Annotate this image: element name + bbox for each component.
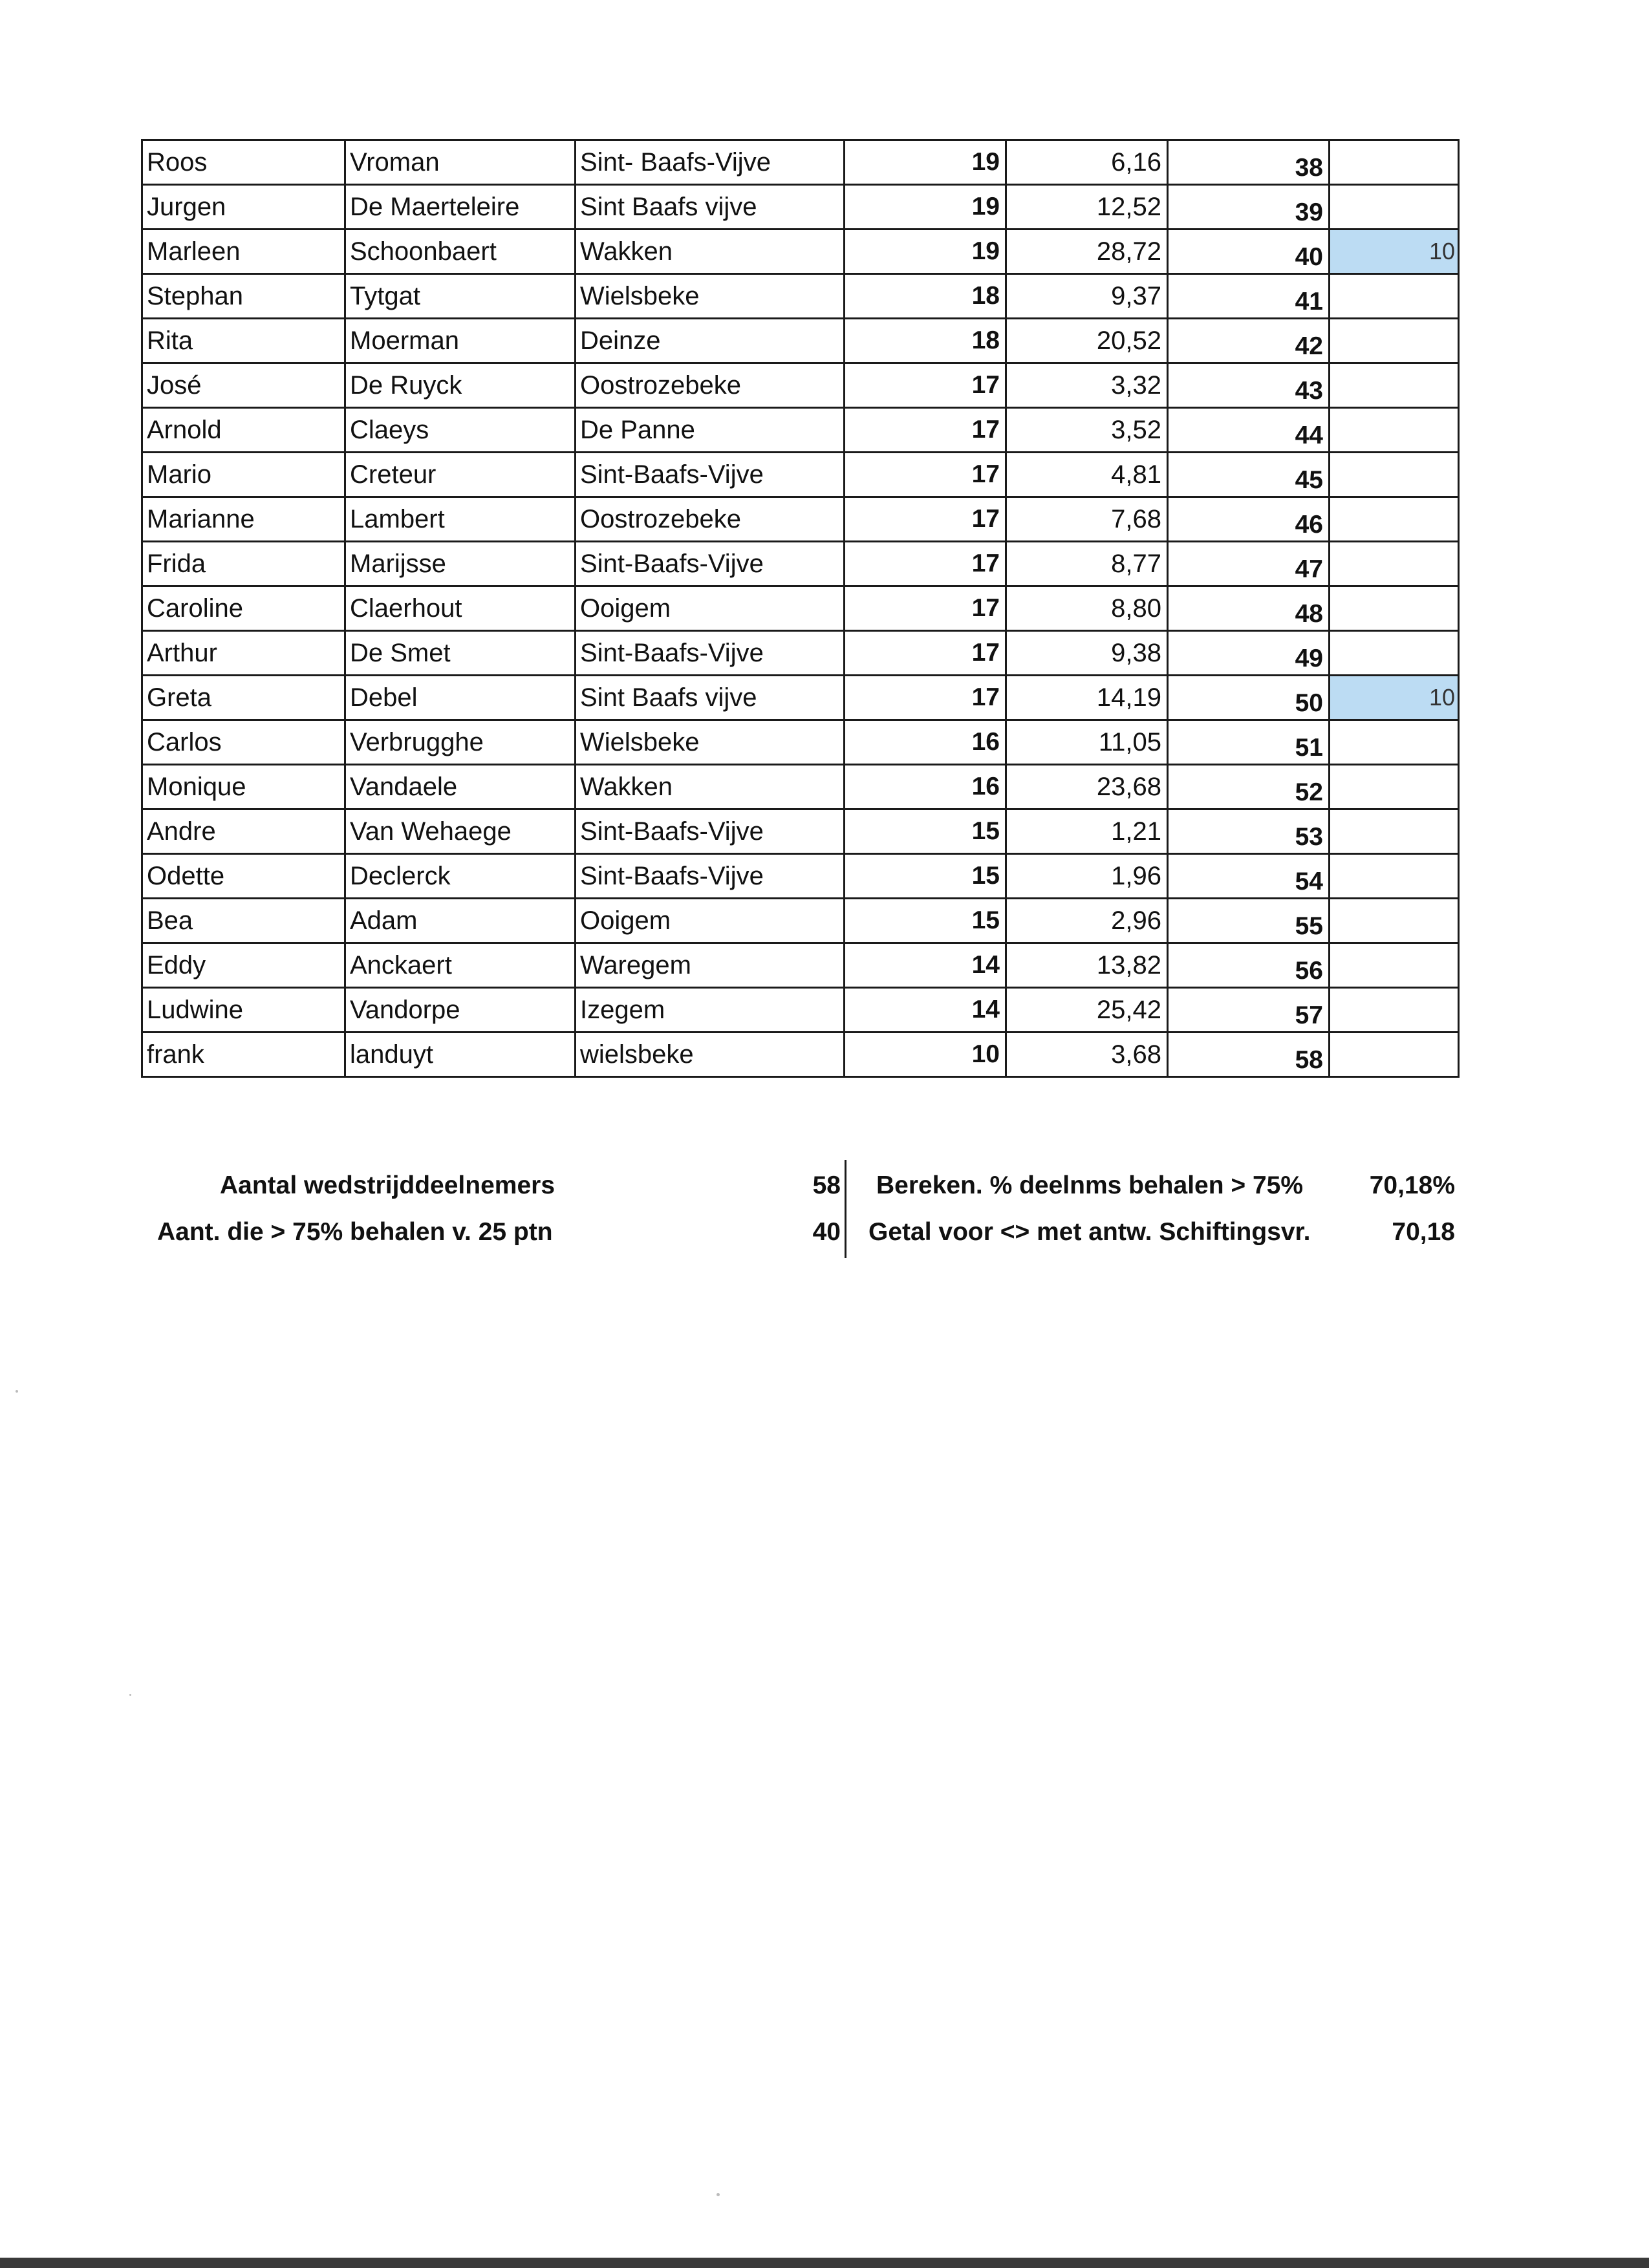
last-name-cell: Moerman [345,319,576,363]
last-name-cell: Claerhout [345,586,576,631]
rank-cell: 41 [1168,274,1330,319]
difference-cell: 1,96 [1006,854,1168,899]
table-row [142,453,1459,497]
bonus-cell [1330,1032,1459,1077]
bonus-cell [1330,408,1459,453]
first-name-cell: Roos [142,140,345,185]
last-name-cell: Vandorpe [345,988,576,1032]
score-cell: 19 [845,140,1006,185]
town-cell: Sint-Baafs-Vijve [576,542,845,586]
last-name-cell: Anckaert [345,943,576,988]
first-name-cell: Arnold [142,408,345,453]
bonus-cell [1330,363,1459,408]
bonus-cell [1330,988,1459,1032]
difference-cell: 3,32 [1006,363,1168,408]
table-row [142,899,1459,943]
above75-value: 40 [812,1218,841,1246]
scan-speck [16,1390,18,1393]
score-cell: 15 [845,854,1006,899]
town-cell: Sint-Baafs-Vijve [576,631,845,676]
score-cell: 17 [845,363,1006,408]
bonus-cell [1330,542,1459,586]
bonus-cell [1330,765,1459,809]
first-name-cell: Marianne [142,497,345,542]
last-name-cell: De Maerteleire [345,185,576,230]
town-cell: Sint-Baafs-Vijve [576,809,845,854]
rank-cell: 53 [1168,809,1330,854]
town-cell: Sint Baafs vijve [576,185,845,230]
score-cell: 18 [845,274,1006,319]
bonus-cell [1330,274,1459,319]
rank-cell: 56 [1168,943,1330,988]
table-row [142,586,1459,631]
rank-cell: 50 [1168,676,1330,720]
bonus-cell [1330,720,1459,765]
difference-cell: 3,68 [1006,1032,1168,1077]
bonus-cell [1330,631,1459,676]
town-cell: Deinze [576,319,845,363]
last-name-cell: De Ruyck [345,363,576,408]
town-cell: wielsbeke [576,1032,845,1077]
last-name-cell: Schoonbaert [345,230,576,274]
table-row [142,631,1459,676]
score-cell: 19 [845,185,1006,230]
rank-cell: 40 [1168,230,1330,274]
town-cell: Oostrozebeke [576,363,845,408]
difference-cell: 12,52 [1006,185,1168,230]
score-cell: 17 [845,497,1006,542]
town-cell: Oostrozebeke [576,497,845,542]
score-cell: 17 [845,453,1006,497]
difference-cell: 23,68 [1006,765,1168,809]
results-table [141,139,1460,1078]
table-row [142,408,1459,453]
rank-cell: 52 [1168,765,1330,809]
bonus-cell: 10 [1330,230,1459,274]
rank-cell: 51 [1168,720,1330,765]
difference-cell: 1,21 [1006,809,1168,854]
score-cell: 17 [845,631,1006,676]
last-name-cell: Creteur [345,453,576,497]
scan-speck [129,1694,131,1696]
score-cell: 15 [845,899,1006,943]
table-row [142,140,1459,185]
score-cell: 10 [845,1032,1006,1077]
rank-cell: 55 [1168,899,1330,943]
score-cell: 16 [845,720,1006,765]
first-name-cell: Marleen [142,230,345,274]
tiebreak-label: Getal voor <> met antw. Schiftingsvr. [868,1218,1311,1246]
score-cell: 19 [845,230,1006,274]
rank-cell: 49 [1168,631,1330,676]
difference-cell: 11,05 [1006,720,1168,765]
scan-bottom-edge [0,2258,1649,2268]
participants-value: 58 [812,1171,841,1199]
table-row [142,720,1459,765]
score-cell: 17 [845,408,1006,453]
first-name-cell: Odette [142,854,345,899]
bonus-cell [1330,140,1459,185]
table-row [142,542,1459,586]
town-cell: Wielsbeke [576,720,845,765]
last-name-cell: landuyt [345,1032,576,1077]
bonus-cell [1330,319,1459,363]
rank-cell: 54 [1168,854,1330,899]
town-cell: Ooigem [576,899,845,943]
percent-label: Bereken. % deelnms behalen > 75% [876,1171,1304,1199]
table-row [142,363,1459,408]
difference-cell: 2,96 [1006,899,1168,943]
town-cell: Sint-Baafs-Vijve [576,453,845,497]
table-row [142,676,1459,720]
rank-cell: 58 [1168,1032,1330,1077]
bonus-cell [1330,809,1459,854]
table-row [142,1032,1459,1077]
rank-cell: 44 [1168,408,1330,453]
difference-cell: 9,38 [1006,631,1168,676]
rank-cell: 45 [1168,453,1330,497]
town-cell: Sint Baafs vijve [576,676,845,720]
summary-divider [845,1160,846,1258]
difference-cell: 25,42 [1006,988,1168,1032]
rank-cell: 57 [1168,988,1330,1032]
bonus-cell: 10 [1330,676,1459,720]
first-name-cell: Greta [142,676,345,720]
first-name-cell: Arthur [142,631,345,676]
table-row [142,943,1459,988]
town-cell: Sint- Baafs-Vijve [576,140,845,185]
first-name-cell: Mario [142,453,345,497]
last-name-cell: Vandaele [345,765,576,809]
bonus-cell [1330,453,1459,497]
last-name-cell: Lambert [345,497,576,542]
difference-cell: 6,16 [1006,140,1168,185]
first-name-cell: frank [142,1032,345,1077]
last-name-cell: Van Wehaege [345,809,576,854]
town-cell: Sint-Baafs-Vijve [576,854,845,899]
table-row [142,497,1459,542]
first-name-cell: Eddy [142,943,345,988]
rank-cell: 43 [1168,363,1330,408]
score-cell: 17 [845,586,1006,631]
last-name-cell: Debel [345,676,576,720]
first-name-cell: Monique [142,765,345,809]
table-row [142,854,1459,899]
last-name-cell: Vroman [345,140,576,185]
difference-cell: 28,72 [1006,230,1168,274]
difference-cell: 8,80 [1006,586,1168,631]
score-cell: 17 [845,676,1006,720]
first-name-cell: Andre [142,809,345,854]
table-row [142,185,1459,230]
last-name-cell: De Smet [345,631,576,676]
first-name-cell: Caroline [142,586,345,631]
score-cell: 16 [845,765,1006,809]
table-row [142,274,1459,319]
last-name-cell: Tytgat [345,274,576,319]
town-cell: Wakken [576,765,845,809]
table-row [142,319,1459,363]
score-cell: 17 [845,542,1006,586]
first-name-cell: Stephan [142,274,345,319]
town-cell: Ooigem [576,586,845,631]
last-name-cell: Claeys [345,408,576,453]
bonus-cell [1330,854,1459,899]
scan-speck [717,2193,720,2196]
table-row [142,809,1459,854]
bonus-cell [1330,899,1459,943]
difference-cell: 14,19 [1006,676,1168,720]
first-name-cell: Rita [142,319,345,363]
score-cell: 15 [845,809,1006,854]
last-name-cell: Adam [345,899,576,943]
town-cell: Wielsbeke [576,274,845,319]
percent-value: 70,18% [1369,1171,1455,1199]
table-row [142,765,1459,809]
results-table-body [142,140,1459,1077]
table-row [142,230,1459,274]
difference-cell: 13,82 [1006,943,1168,988]
first-name-cell: Jurgen [142,185,345,230]
difference-cell: 4,81 [1006,453,1168,497]
difference-cell: 20,52 [1006,319,1168,363]
last-name-cell: Marijsse [345,542,576,586]
score-cell: 18 [845,319,1006,363]
difference-cell: 3,52 [1006,408,1168,453]
difference-cell: 9,37 [1006,274,1168,319]
first-name-cell: José [142,363,345,408]
participants-label: Aantal wedstrijddeelnemers [220,1171,555,1199]
bonus-cell [1330,943,1459,988]
last-name-cell: Verbrugghe [345,720,576,765]
town-cell: Waregem [576,943,845,988]
rank-cell: 42 [1168,319,1330,363]
first-name-cell: Carlos [142,720,345,765]
rank-cell: 48 [1168,586,1330,631]
bonus-cell [1330,497,1459,542]
first-name-cell: Frida [142,542,345,586]
tiebreak-value: 70,18 [1392,1218,1455,1246]
first-name-cell: Ludwine [142,988,345,1032]
rank-cell: 39 [1168,185,1330,230]
town-cell: De Panne [576,408,845,453]
last-name-cell: Declerck [345,854,576,899]
town-cell: Wakken [576,230,845,274]
difference-cell: 7,68 [1006,497,1168,542]
rank-cell: 47 [1168,542,1330,586]
bonus-cell [1330,185,1459,230]
score-cell: 14 [845,943,1006,988]
above75-label: Aant. die > 75% behalen v. 25 ptn [157,1218,553,1246]
score-cell: 14 [845,988,1006,1032]
difference-cell: 8,77 [1006,542,1168,586]
rank-cell: 46 [1168,497,1330,542]
town-cell: Izegem [576,988,845,1032]
bonus-cell [1330,586,1459,631]
rank-cell: 38 [1168,140,1330,185]
table-row [142,988,1459,1032]
first-name-cell: Bea [142,899,345,943]
